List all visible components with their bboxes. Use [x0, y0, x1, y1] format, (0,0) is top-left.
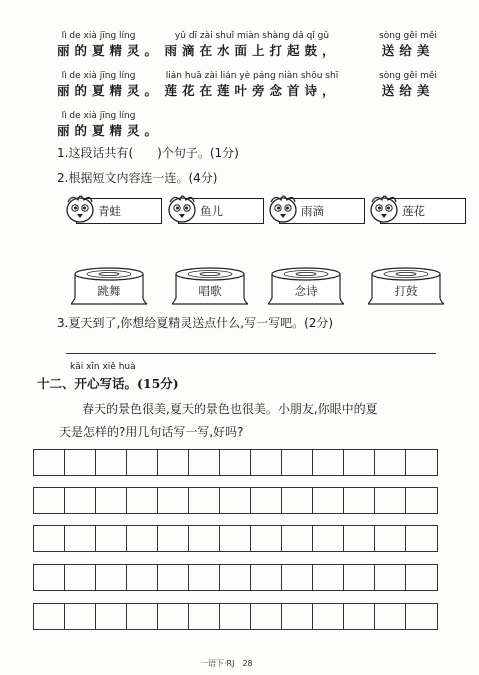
page-footer: 一语下·RJ 28 [200, 659, 253, 668]
writing-cell[interactable] [344, 488, 375, 513]
writing-grid-row[interactable] [33, 487, 438, 514]
match-label: 鱼儿 [200, 204, 223, 218]
writing-cell[interactable] [34, 604, 65, 629]
match-label: 打鼓 [394, 284, 418, 298]
writing-cell[interactable] [34, 450, 65, 475]
writing-cell[interactable] [220, 565, 251, 590]
pinyin-text: lì de xià jīng líng [61, 71, 136, 81]
match-card-lotus[interactable] [366, 198, 466, 224]
writing-cell[interactable] [282, 488, 313, 513]
writing-cell[interactable] [189, 526, 220, 551]
writing-cell[interactable] [96, 488, 127, 513]
pinyin-segment [57, 30, 163, 60]
hanzi-text: 丽的夏精灵。 [57, 83, 163, 98]
writing-cell[interactable] [96, 604, 127, 629]
section-12-title: 十二、开心写话。(15分) [37, 376, 179, 391]
writing-cell[interactable] [127, 488, 158, 513]
writing-cell[interactable] [251, 450, 282, 475]
writing-cell[interactable] [65, 526, 96, 551]
writing-prompt-line-2: 天是怎样的?用几句话写一写,好吗? [59, 425, 244, 439]
match-card-fish[interactable] [164, 198, 264, 224]
writing-cell[interactable] [189, 488, 220, 513]
writing-cell[interactable] [313, 450, 344, 475]
writing-cell[interactable] [189, 604, 220, 629]
writing-cell[interactable] [406, 565, 437, 590]
writing-cell[interactable] [158, 526, 189, 551]
writing-cell[interactable] [189, 565, 220, 590]
writing-grid-row[interactable] [33, 564, 438, 591]
match-label: 青蛙 [98, 204, 121, 218]
writing-cell[interactable] [127, 604, 158, 629]
match-stump-recite[interactable] [268, 266, 344, 306]
writing-cell[interactable] [251, 565, 282, 590]
writing-cell[interactable] [127, 526, 158, 551]
match-card-frog[interactable] [62, 198, 162, 224]
writing-cell[interactable] [127, 450, 158, 475]
writing-cell[interactable] [406, 488, 437, 513]
hanzi-text: 雨滴在水面上打起鼓， [164, 43, 340, 58]
match-stump-drum[interactable] [368, 266, 444, 306]
writing-cell[interactable] [96, 450, 127, 475]
writing-cell[interactable] [344, 565, 375, 590]
writing-cell[interactable] [96, 565, 127, 590]
match-stump-dance[interactable] [71, 266, 147, 306]
writing-grid-row[interactable] [33, 603, 438, 630]
writing-prompt-line-1: 春天的景色很美,夏天的景色也很美。小朋友,你眼中的夏 [82, 402, 378, 416]
hanzi-text: 送给美 [381, 83, 435, 98]
pinyin-text: lì de xià jīng líng [61, 31, 136, 41]
writing-cell[interactable] [251, 488, 282, 513]
writing-cell[interactable] [158, 604, 189, 629]
bird-icon [366, 190, 402, 226]
match-label: 雨滴 [301, 204, 324, 218]
writing-cell[interactable] [158, 565, 189, 590]
writing-cell[interactable] [406, 450, 437, 475]
match-label: 唱歌 [198, 284, 222, 298]
match-label: 念诗 [294, 284, 318, 298]
question-3: 3.夏天到了,你想给夏精灵送点什么,写一写吧。(2分) [57, 316, 334, 330]
writing-grid-row[interactable] [33, 525, 438, 552]
bird-icon [164, 190, 200, 226]
hanzi-text: 莲花在莲叶旁念首诗， [164, 83, 340, 98]
writing-cell[interactable] [34, 526, 65, 551]
pinyin-segment [377, 70, 439, 100]
writing-cell[interactable] [282, 604, 313, 629]
match-stump-sing[interactable] [172, 266, 248, 306]
writing-cell[interactable] [65, 488, 96, 513]
pinyin-text: lì de xià jīng líng [61, 111, 136, 121]
writing-cell[interactable] [375, 450, 406, 475]
writing-cell[interactable] [313, 526, 344, 551]
writing-cell[interactable] [375, 565, 406, 590]
writing-cell[interactable] [251, 526, 282, 551]
pinyin-segment [57, 110, 163, 140]
pinyin-text: lián huā zài lián yè páng niàn shǒu shī [165, 71, 339, 81]
bird-icon [265, 190, 301, 226]
writing-cell[interactable] [282, 565, 313, 590]
match-card-raindrop[interactable] [265, 198, 365, 224]
writing-cell[interactable] [65, 450, 96, 475]
pinyin-text: sòng gěi měi [379, 71, 437, 81]
writing-cell[interactable] [220, 450, 251, 475]
writing-cell[interactable] [406, 604, 437, 629]
pinyin-segment [57, 70, 163, 100]
bird-icon [62, 190, 98, 226]
match-label: 跳舞 [97, 284, 121, 298]
writing-cell[interactable] [65, 604, 96, 629]
writing-cell[interactable] [313, 604, 344, 629]
writing-cell[interactable] [96, 526, 127, 551]
pinyin-segment [147, 70, 357, 100]
answer-line[interactable] [66, 353, 436, 354]
writing-cell[interactable] [406, 526, 437, 551]
question-2: 2.根据短文内容连一连。(4分) [57, 171, 218, 185]
writing-cell[interactable] [282, 450, 313, 475]
section-12-pinyin: kāi xīn xiě huà [70, 362, 136, 372]
question-1: 1.这段话共有( )个句子。(1分) [57, 146, 239, 160]
match-label: 莲花 [402, 204, 425, 218]
writing-cell[interactable] [127, 565, 158, 590]
writing-cell[interactable] [375, 526, 406, 551]
writing-cell[interactable] [220, 526, 251, 551]
writing-grid-row[interactable] [33, 449, 438, 476]
writing-cell[interactable] [344, 604, 375, 629]
writing-cell[interactable] [282, 526, 313, 551]
writing-cell[interactable] [344, 526, 375, 551]
writing-cell[interactable] [65, 565, 96, 590]
writing-cell[interactable] [375, 604, 406, 629]
writing-cell[interactable] [158, 488, 189, 513]
writing-cell[interactable] [251, 604, 282, 629]
pinyin-text: sòng gěi měi [379, 31, 437, 41]
hanzi-text: 丽的夏精灵。 [57, 123, 163, 138]
writing-cell[interactable] [375, 488, 406, 513]
writing-cell[interactable] [189, 450, 220, 475]
pinyin-segment [377, 30, 439, 60]
writing-cell[interactable] [344, 450, 375, 475]
writing-cell[interactable] [313, 488, 344, 513]
writing-cell[interactable] [220, 604, 251, 629]
pinyin-segment [147, 30, 357, 60]
writing-cell[interactable] [220, 488, 251, 513]
writing-cell[interactable] [158, 450, 189, 475]
writing-cell[interactable] [34, 565, 65, 590]
hanzi-text: 丽的夏精灵。 [57, 43, 163, 58]
writing-cell[interactable] [34, 488, 65, 513]
pinyin-text: yǔ dī zài shuǐ miàn shàng dǎ qǐ gǔ [174, 31, 330, 41]
writing-cell[interactable] [313, 565, 344, 590]
hanzi-text: 送给美 [381, 43, 435, 58]
